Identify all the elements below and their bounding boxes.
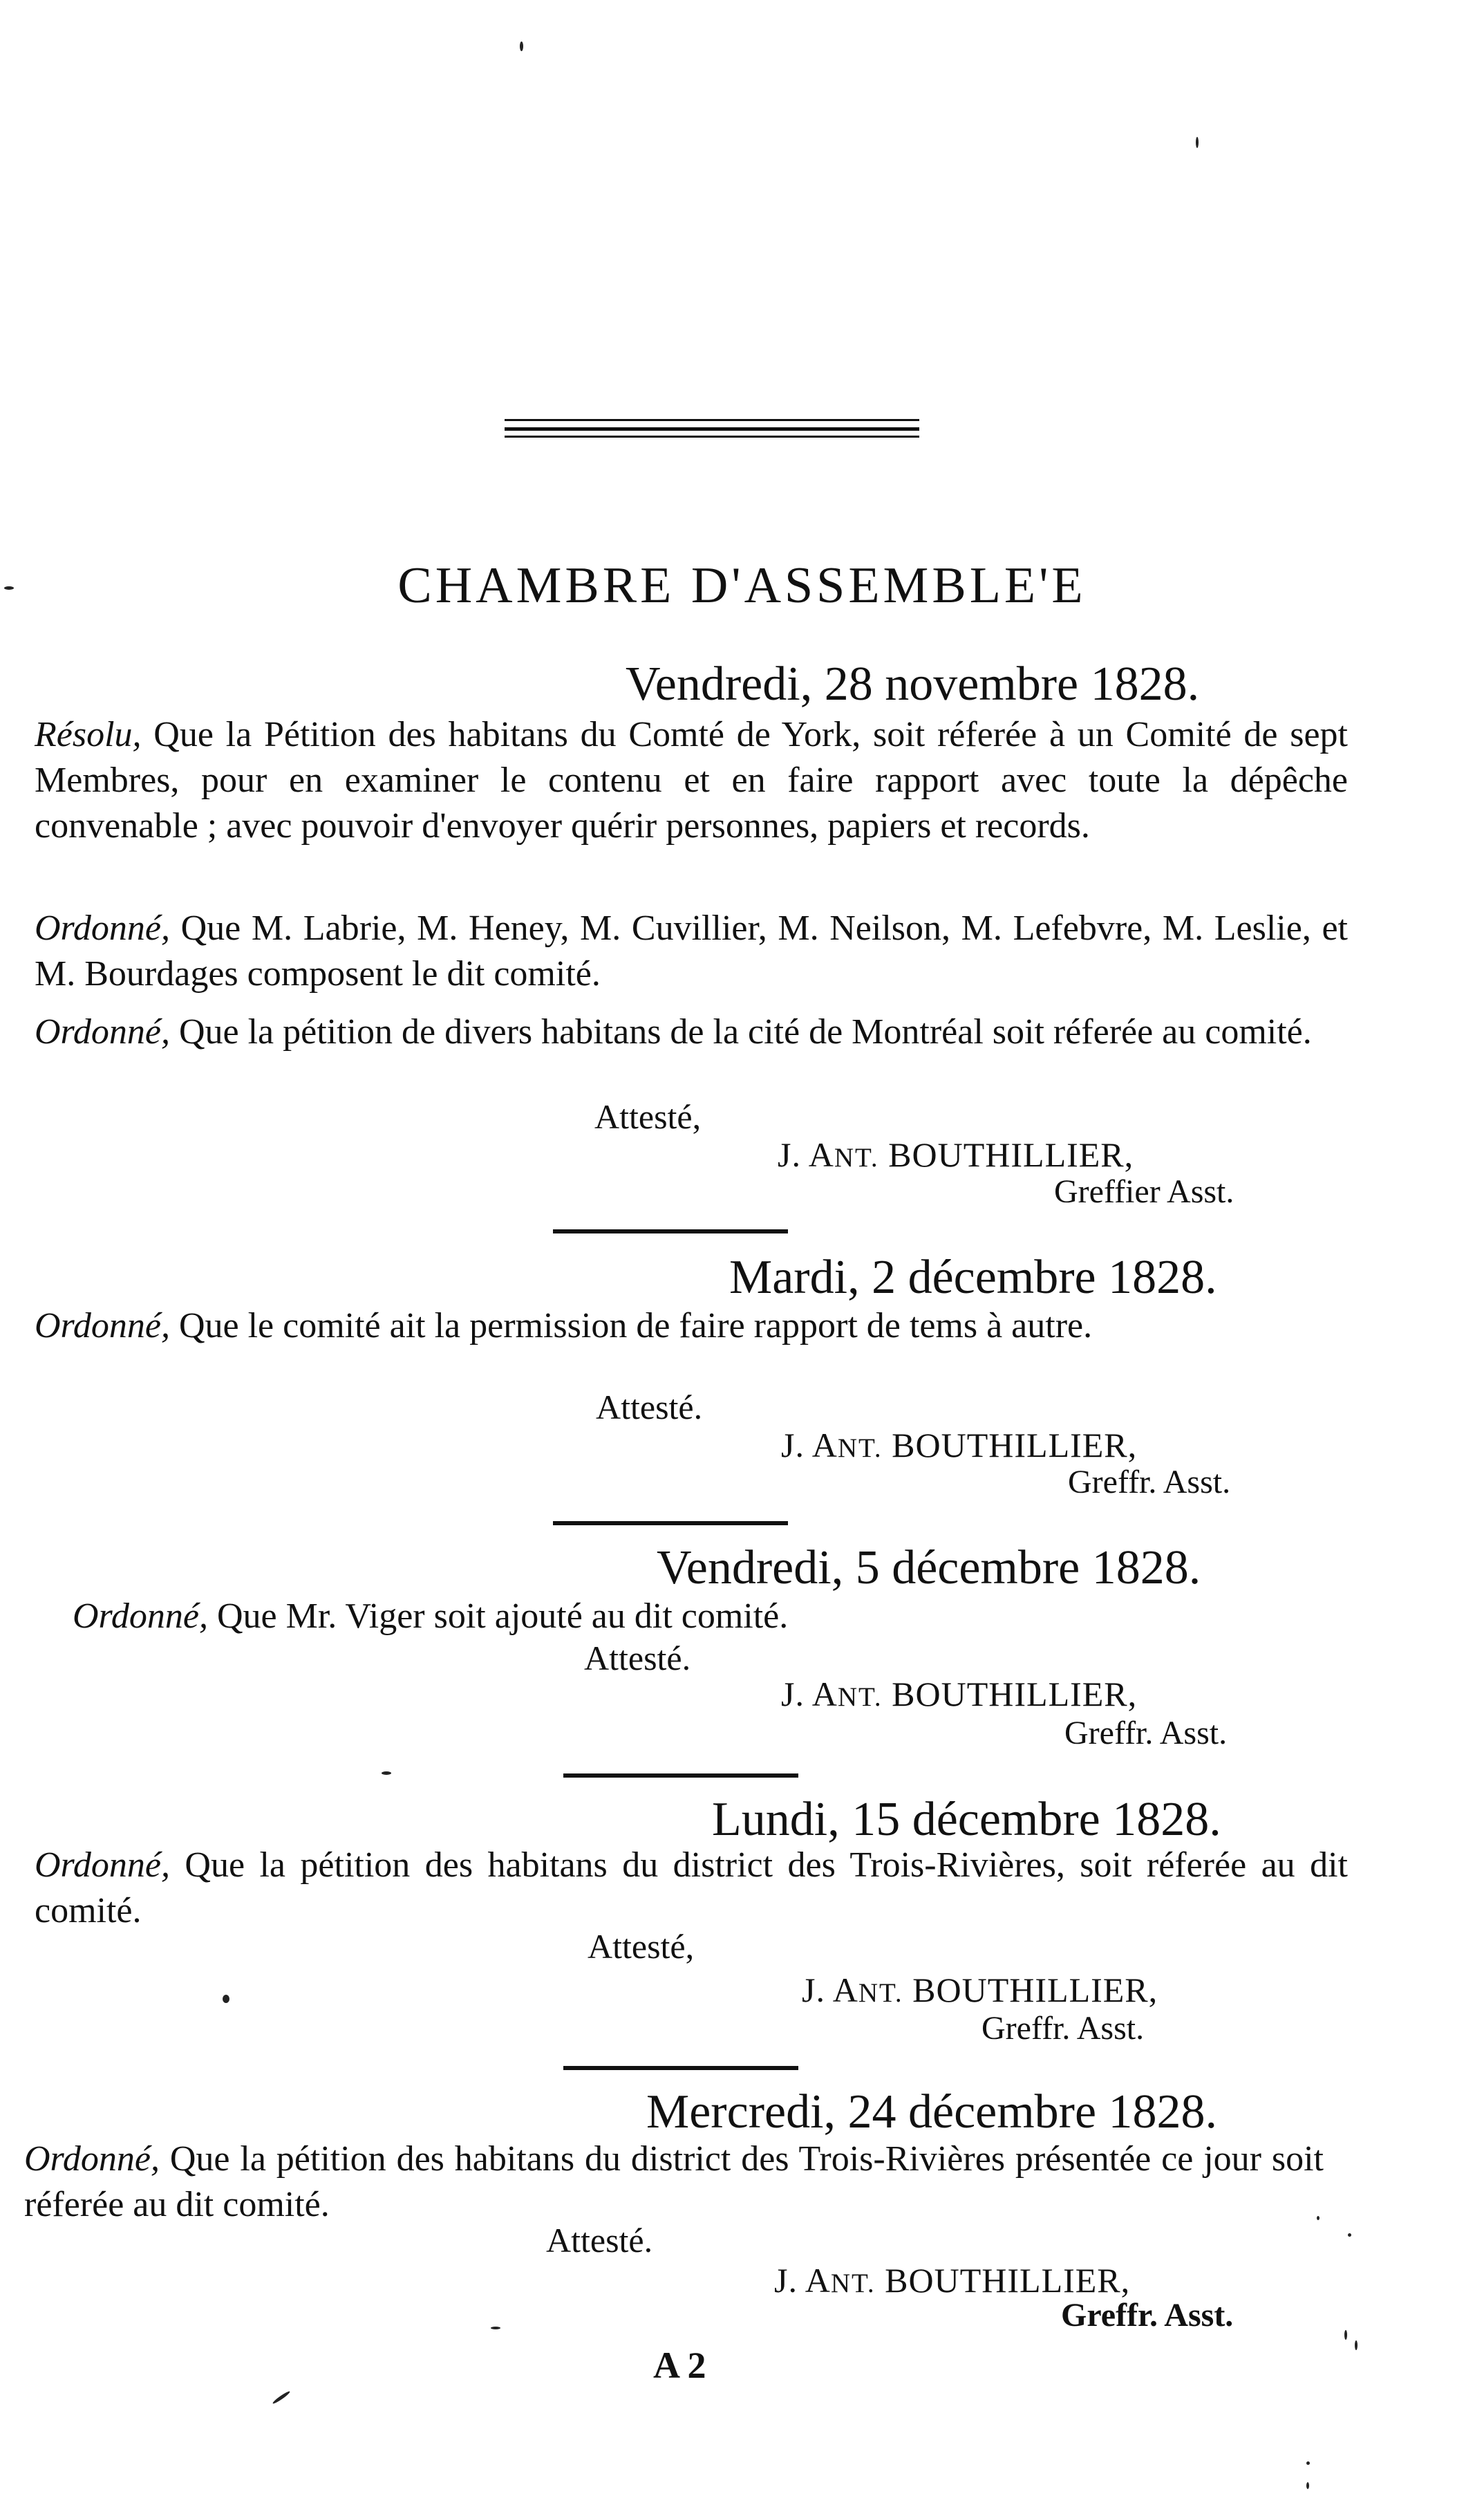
scan-speck [4, 586, 14, 590]
paragraph-text: Que le comité ait la permission de faire rapport de tems à autre. [169, 1306, 1093, 1345]
scan-speck [520, 41, 523, 51]
signature-role: Greffr. Asst. [1061, 2297, 1234, 2334]
signature-name: BOUTHILLIER, [882, 1426, 1138, 1464]
scan-speck [1306, 2482, 1309, 2489]
paragraph-text: Que Mr. Viger soit ajouté au dit comité. [207, 1596, 789, 1636]
entry-paragraph [35, 1009, 1348, 1055]
signature-initial: J. A [802, 1971, 858, 2009]
section-rule [553, 1229, 788, 1233]
paragraph-text: Que la pétition des habitans du district des Trois-Rivières, soit réferée au dit comité. [35, 1845, 1348, 1930]
entry-paragraph [35, 1303, 1348, 1349]
paragraph-lead: Ordonné, [24, 2139, 160, 2179]
scan-speck [223, 1995, 229, 2003]
signature-initial: J. A [781, 1675, 838, 1713]
attestation: Attesté. [596, 1388, 703, 1426]
entry-date: Vendredi, 28 novembre 1828. [626, 658, 1200, 711]
paragraph-lead: Ordonné, [73, 1596, 208, 1636]
entry-paragraph [35, 906, 1348, 997]
signature-initial: J. A [781, 1426, 838, 1464]
signature-role: Greffr. Asst. [1064, 1715, 1228, 1751]
paragraph-lead: Ordonné, [35, 909, 170, 948]
scan-speck [1348, 2233, 1351, 2237]
scan-speck [1317, 2216, 1319, 2220]
attestation: Attesté, [594, 1097, 702, 1136]
signature [781, 1673, 1137, 1718]
scan-speck [382, 1771, 391, 1775]
signature-role: Greffr. Asst. [981, 2010, 1145, 2047]
attestation: Attesté, [588, 1927, 695, 1966]
signature-initial: J. A [778, 1135, 834, 1174]
signature-role: Greffier Asst. [1054, 1173, 1234, 1210]
section-rule [563, 2066, 798, 2070]
entry-date: Vendredi, 5 décembre 1828. [657, 1541, 1201, 1594]
signature-name: BOUTHILLIER, [882, 1675, 1138, 1713]
paragraph-lead: Ordonné, [35, 1012, 170, 1052]
entry-paragraph [73, 1594, 1351, 1639]
scan-speck [1355, 2340, 1358, 2350]
section-rule [553, 1521, 788, 1525]
entry-date: Lundi, 15 décembre 1828. [712, 1793, 1221, 1846]
attestation: Attesté. [546, 2221, 653, 2260]
paragraph-text: Que la Pétition des habitans du Comté de York, soit réferée à un Comité de sept Membres, pour en examiner le contenu et en faire rapport avec toute la dépêche convenable ; avec pouvoir d'envoyer quérir personnes, papiers et records. [35, 715, 1348, 846]
signature-role: Greffr. Asst. [1068, 1464, 1231, 1500]
signature-smallcaps: NT. [830, 2269, 876, 2298]
entry-paragraph [24, 2136, 1324, 2228]
header-ornament [505, 419, 919, 440]
section-rule [563, 1773, 798, 1778]
paragraph-lead: Ordonné, [35, 1306, 170, 1345]
scan-speck [1344, 2330, 1347, 2340]
scan-speck [491, 2327, 500, 2329]
signature-smallcaps: NT. [837, 1682, 883, 1712]
entry-date: Mercredi, 24 décembre 1828. [646, 2085, 1218, 2139]
signature-smallcaps: NT. [837, 1433, 883, 1463]
signature-smallcaps: NT. [834, 1143, 879, 1173]
signature-smallcaps: NT. [858, 1978, 903, 2008]
signature-name: BOUTHILLIER, [903, 1971, 1158, 2009]
signature-mark: A 2 [653, 2345, 706, 2386]
entry-paragraph [35, 1843, 1348, 1934]
signature-name: BOUTHILLIER, [879, 1135, 1134, 1174]
entry-paragraph [35, 712, 1348, 849]
paragraph-text: Que la pétition de divers habitans de la cité de Montréal soit réferée au comité. [169, 1012, 1312, 1052]
signature [802, 1969, 1158, 2014]
signature-name: BOUTHILLIER, [875, 2261, 1131, 2300]
scan-speck [1196, 137, 1199, 148]
scan-speck [272, 2390, 290, 2405]
paragraph-lead: Ordonné, [35, 1845, 170, 1885]
ornament-line-mid [505, 427, 919, 431]
attestation: Attesté. [584, 1639, 691, 1677]
entry-date: Mardi, 2 décembre 1828. [729, 1251, 1217, 1304]
scan-speck [1306, 2461, 1310, 2465]
paragraph-text: Que M. Labrie, M. Heney, M. Cuvillier, M. Neilson, M. Lefebvre, M. Leslie, et M. Bourdages composent le dit comité. [35, 909, 1348, 994]
paragraph-text: Que la pétition des habitans du district des Trois-Rivières présentée ce jour soit réferée au dit comité. [24, 2139, 1324, 2224]
ornament-line-top [505, 419, 919, 421]
ornament-line-bottom [505, 436, 919, 438]
paragraph-lead: Résolu, [35, 715, 142, 754]
signature-initial: J. A [774, 2261, 831, 2300]
page-title: CHAMBRE D'ASSEMBLE'E [397, 557, 1087, 614]
